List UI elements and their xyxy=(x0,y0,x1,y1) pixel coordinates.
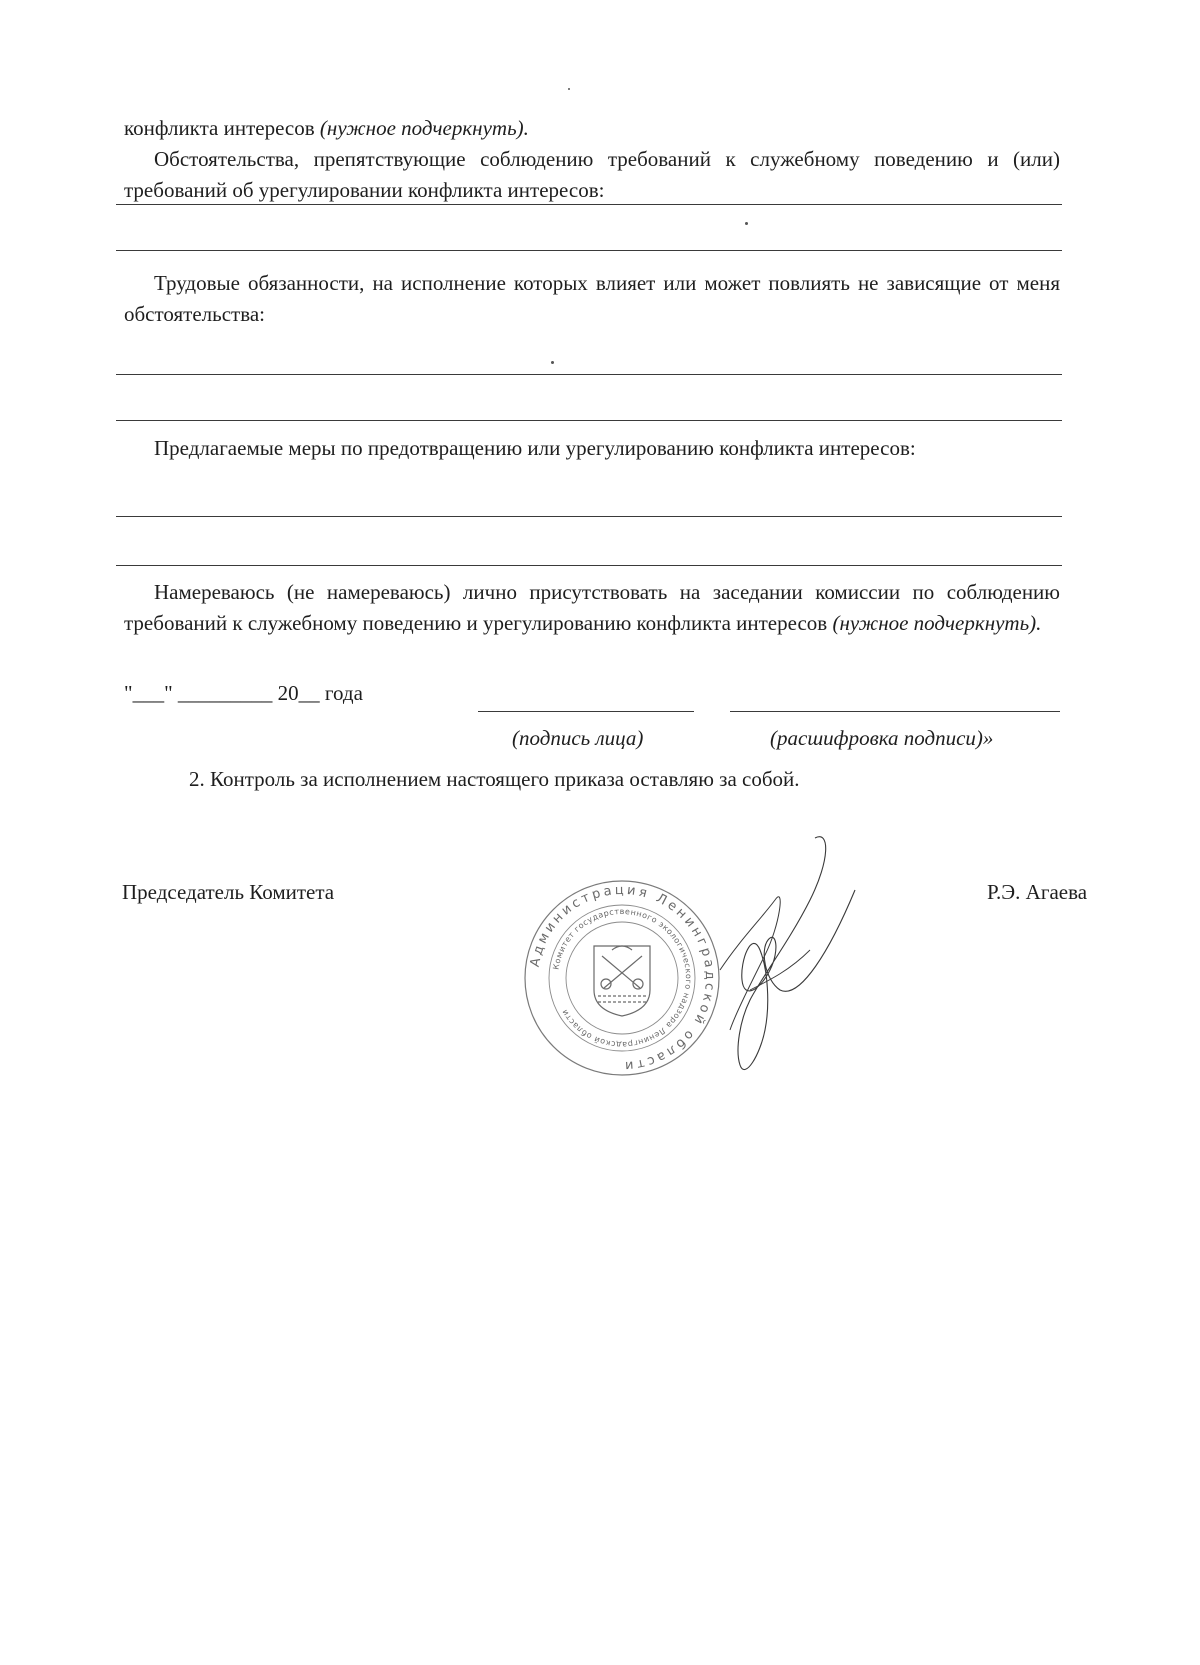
paragraph-conflict-tail xyxy=(124,113,1060,144)
scan-speck xyxy=(551,361,554,364)
decode-line xyxy=(730,711,1060,712)
fill-line xyxy=(116,374,1062,375)
instruction-note: (нужное подчеркнуть). xyxy=(319,116,529,140)
scan-speck xyxy=(568,88,570,90)
fill-line xyxy=(116,250,1062,251)
paragraph-text: конфликта интересов xyxy=(124,116,320,140)
paragraph-circumstances: Обстоятельства, препятствующие соблюдению требований к служебному поведению и (или) требований об урегулировании конфликта интересов: xyxy=(124,147,1060,202)
seal-inner-text: Комитет государственного экологического надзора Ленинградской области xyxy=(551,906,694,1050)
coat-of-arms-icon xyxy=(594,946,650,1016)
scan-speck xyxy=(745,222,748,225)
order-item-2: 2. Контроль за исполнением настоящего приказа оставляю за собой. xyxy=(189,767,800,791)
paragraph-text: Намереваюсь (не намереваюсь) лично присутствовать на заседании комиссии по соблюдению требований к служебному поведению и урегулированию конфликта интересов xyxy=(124,580,1060,635)
signature-line xyxy=(478,711,694,712)
paragraph-duties: Трудовые обязанности, на исполнение которых влияет или может повлиять не зависящие от меня обстоятельства: xyxy=(124,271,1060,326)
seal-outer-text: Администрация Ленинградской области xyxy=(527,882,718,1074)
signoff-position: Председатель Комитета xyxy=(122,880,335,904)
fill-line xyxy=(116,204,1062,205)
paragraph-attendance xyxy=(124,577,1060,639)
caption-signature: (подпись лица) xyxy=(512,726,644,750)
fill-line xyxy=(116,516,1062,517)
svg-text:Комитет государственного эколо xyxy=(552,907,694,1049)
handwritten-signature xyxy=(680,830,880,1090)
paragraph-measures: Предлагаемые меры по предотвращению или урегулированию конфликта интересов: xyxy=(154,436,916,460)
fill-line xyxy=(116,565,1062,566)
instruction-note: (нужное подчеркнуть). xyxy=(832,611,1042,635)
caption-decode: (расшифровка подписи)» xyxy=(770,726,994,750)
fill-line xyxy=(116,420,1062,421)
date-line: "___" _________ 20__ года xyxy=(124,681,363,705)
signoff-name: Р.Э. Агаева xyxy=(987,880,1088,904)
